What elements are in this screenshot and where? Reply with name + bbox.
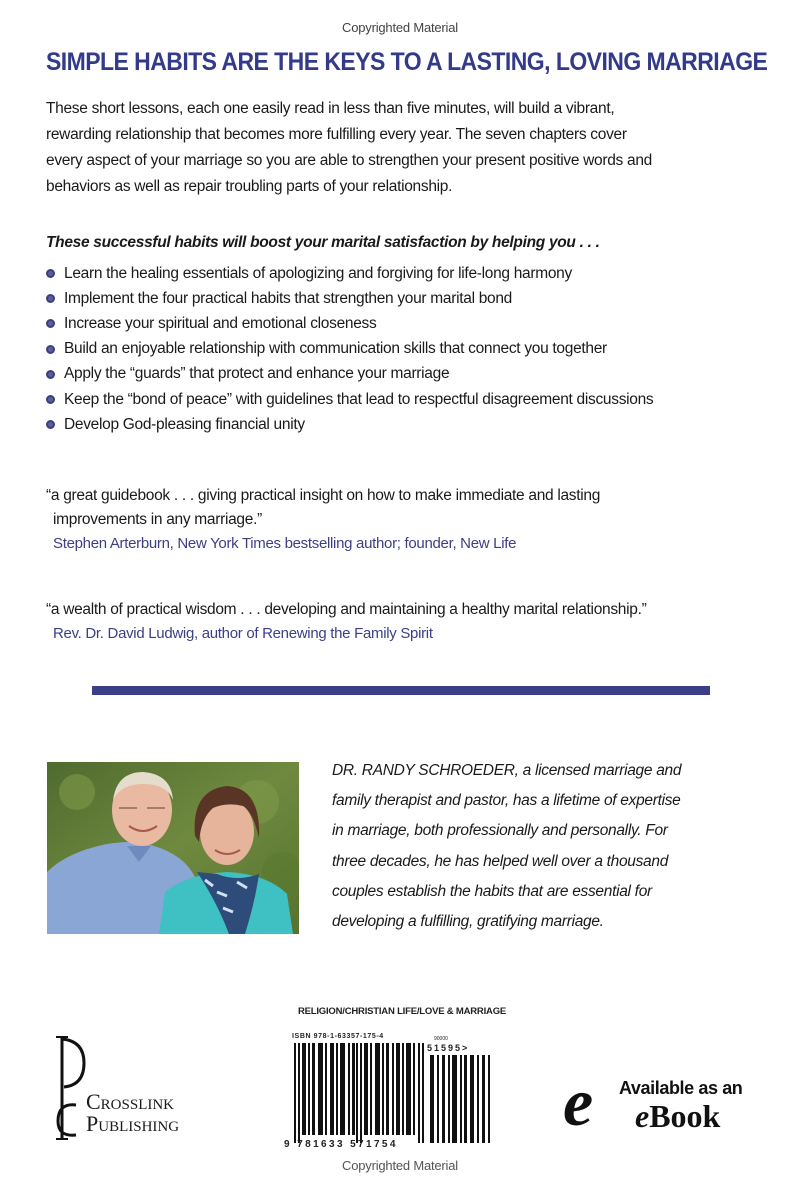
quote-text: “a great guidebook . . . giving practical insight on how to make immediate and lasting (46, 487, 601, 504)
list-item-text: Develop God-pleasing financial unity (64, 415, 305, 433)
barcode-digits: 9 781633 571754 (284, 1139, 398, 1150)
bullet-icon (46, 319, 55, 328)
ebook-label: eBook (635, 1098, 721, 1134)
divider-bar (92, 686, 710, 695)
list-item (46, 286, 776, 311)
barcode-icon (292, 1043, 426, 1143)
ebook-available-text: Available as an (619, 1078, 743, 1098)
intro-line: These short lessons, each one easily read in less than five minutes, will build a vibrant, (46, 100, 615, 117)
quote-text: improvements in any marriage.” (53, 511, 262, 528)
publisher-logo (52, 1033, 232, 1143)
list-item (46, 337, 776, 362)
bullet-icon (46, 370, 55, 379)
copyright-notice-top: Copyrighted Material (342, 20, 458, 35)
isbn-barcode (282, 1033, 512, 1163)
isbn-label: ISBN 978-1-63357-175-4 (292, 1033, 384, 1040)
benefits-lead: These successful habits will boost your marital satisfaction by helping you . . . (46, 234, 600, 251)
bio-line: DR. RANDY SCHROEDER, a licensed marriage and (332, 762, 682, 779)
list-item-text: Learn the healing essentials of apologizing and forgiving for life-long harmony (64, 264, 572, 282)
author-photo (47, 762, 299, 934)
bio-line: three decades, he has helped well over a thousand (332, 852, 669, 870)
list-item (46, 311, 776, 336)
intro-line: rewarding relationship that becomes more fulfilling every year. The seven chapters cover (46, 126, 627, 143)
quote-text: “a wealth of practical wisdom . . . developing and maintaining a healthy marital relationship.” (46, 601, 647, 618)
quote-attribution: Stephen Arterburn, New York Times bestselling author; founder, New Life (53, 535, 517, 552)
list-item-text: Apply the “guards” that protect and enhance your marriage (64, 365, 450, 383)
benefits-list (46, 261, 776, 437)
bullet-icon (46, 294, 55, 303)
intro-paragraph (46, 96, 766, 200)
list-item-text: Build an enjoyable relationship with communication skills that connect you together (64, 340, 607, 358)
ebook-e-icon: e (563, 1064, 594, 1140)
bio-line: in marriage, both professionally and personally. For (332, 822, 668, 840)
bullet-icon (46, 420, 55, 429)
list-item-text: Increase your spiritual and emotional closeness (64, 314, 377, 332)
crosslink-monogram-icon (52, 1033, 88, 1143)
headline: SIMPLE HABITS ARE THE KEYS TO A LASTING, LOVING MARRIAGE (46, 48, 768, 76)
intro-line: behaviors as well as repair troubling parts of your relationship. (46, 178, 453, 195)
list-item (46, 261, 776, 286)
copyright-notice-bottom: Copyrighted Material (342, 1158, 458, 1173)
price-digits: 51595> (427, 1043, 470, 1053)
list-item-text: Keep the “bond of peace” with guidelines that lead to respectful disagreement discussions (64, 390, 654, 408)
list-item-text: Implement the four practical habits that strengthen your marital bond (64, 289, 512, 307)
bio-line: couples establish the habits that are essential for (332, 882, 652, 900)
bio-line: family therapist and pastor, has a lifetime of expertise (332, 792, 681, 810)
price-code-label: 90000 (434, 1036, 448, 1042)
endorsement-quote (46, 598, 776, 646)
list-item (46, 387, 776, 412)
bullet-icon (46, 395, 55, 404)
publisher-name-line2: Publishing (86, 1111, 180, 1136)
ebook-badge (563, 1064, 773, 1142)
bio-line: developing a fulfilling, gratifying marriage. (332, 913, 604, 931)
quote-attribution: Rev. Dr. David Ludwig, author of Renewing the Family Spirit (53, 625, 433, 642)
price-barcode-icon (430, 1055, 494, 1143)
bisac-category: RELIGION/CHRISTIAN LIFE/LOVE & MARRIAGE (297, 1006, 507, 1017)
bullet-icon (46, 345, 55, 354)
endorsement-quote (46, 484, 776, 556)
list-item (46, 362, 776, 387)
intro-line: every aspect of your marriage so you are able to strengthen your present positive words and (46, 152, 652, 169)
list-item (46, 412, 776, 437)
publisher-name-line1: Crosslink (86, 1089, 175, 1114)
author-photo-image (47, 762, 299, 934)
author-bio (332, 756, 772, 937)
bullet-icon (46, 269, 55, 278)
